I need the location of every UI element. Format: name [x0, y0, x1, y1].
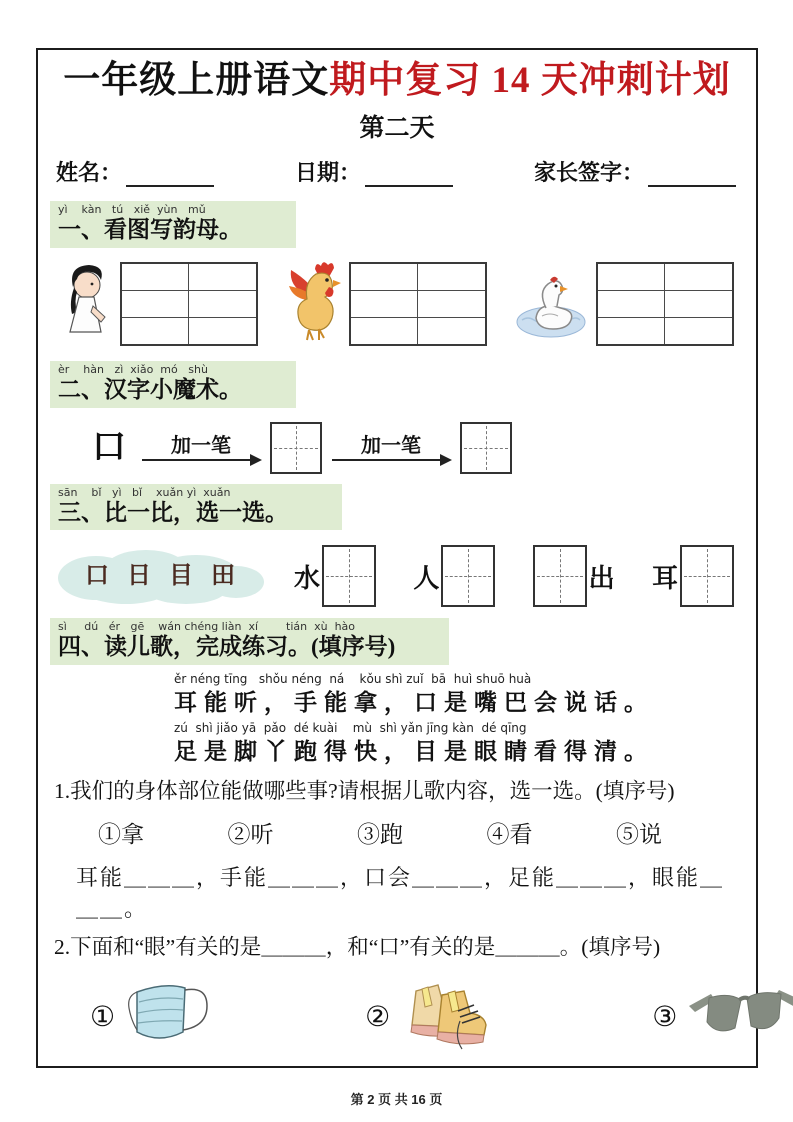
- sunglasses-icon: [685, 984, 793, 1051]
- q2-num-3: ③: [652, 1002, 678, 1034]
- title-red-part: 期中复习 14 天冲刺计划: [329, 60, 731, 101]
- worksheet-border-box: [36, 48, 758, 1068]
- add-stroke-arrow-1: [142, 435, 260, 461]
- page-number: 第 2 页 共 16 页: [350, 1092, 443, 1107]
- section2-heading: [50, 361, 296, 408]
- option-item: ⑤说: [616, 821, 662, 847]
- right-arrow-icon: [332, 459, 450, 461]
- face-mask-icon: [123, 976, 215, 1059]
- question2-text: 2.下面和“眼”有关的是＿＿＿，和“口”有关的是＿＿＿。(填序号): [54, 934, 661, 959]
- goose-icon: [514, 260, 588, 349]
- compare-char: 出: [588, 563, 615, 593]
- name-label: 姓名：: [56, 160, 123, 186]
- question1-text: 1.我们的身体部位能做哪些事?请根据儿歌内容，选一选。(填序号): [54, 778, 675, 803]
- grid-group-goose: [514, 260, 734, 349]
- section3-pinyin: sān bǐ yì bǐ xuǎn yì xuǎn: [58, 485, 231, 499]
- poem-line-2-pinyin: zú shì jiǎo yā pǎo dé kuài mù shì yǎn jīng kàn dé qīng: [174, 720, 527, 735]
- option-item: ④看: [486, 821, 533, 847]
- section4-pinyin: sì dú ér gē wán chéng liàn xí tián xù hào: [58, 620, 356, 634]
- option-item: ②听: [227, 821, 274, 847]
- arrow-label-1: 加一笔: [171, 434, 231, 457]
- poem-line-1-text: 耳能听，手能拿，口是嘴巴会说话。: [174, 689, 654, 715]
- grid-group-rooster: [285, 260, 487, 349]
- section3-title: 三、比一比，选一选。: [58, 499, 288, 525]
- section1-grid-row: [56, 260, 734, 349]
- section2-title: 二、汉字小魔术。: [58, 377, 242, 403]
- right-arrow-icon: [142, 459, 260, 461]
- pinyin-write-grid-3: [596, 262, 734, 346]
- answer-box: [533, 545, 587, 607]
- sneakers-icon: [398, 977, 502, 1058]
- title-black-part: 一年级上册语文: [63, 60, 330, 101]
- signature-field: [534, 156, 736, 187]
- poem-line-1: [174, 673, 740, 718]
- start-character: 口: [92, 428, 126, 466]
- compare-item-shui: [294, 545, 376, 607]
- rooster-icon: [285, 260, 341, 349]
- answer-box: [322, 545, 376, 607]
- answer-box: [441, 545, 495, 607]
- compare-item-er: [652, 545, 734, 607]
- section2-exercise-row: [92, 422, 740, 474]
- name-row: [56, 156, 736, 187]
- grid-group-girl: [56, 260, 258, 349]
- signature-blank: [648, 167, 736, 187]
- section1-title: 一、看图写韵母。: [58, 217, 242, 243]
- pinyin-write-grid-1: [120, 262, 258, 346]
- date-field: [295, 156, 453, 187]
- option-item: ③跑: [357, 821, 403, 847]
- date-label: 日期：: [294, 160, 361, 186]
- compare-char: 耳: [651, 563, 678, 593]
- section2-pinyin: èr hàn zì xiǎo mó shù: [58, 362, 208, 376]
- question1-fill-line: 耳能＿＿＿，手能＿＿＿，口会＿＿＿，足能＿＿＿，眼能＿＿＿。: [76, 864, 725, 921]
- arrow-label-2: 加一笔: [361, 434, 421, 457]
- q2-item-mask: [90, 976, 215, 1059]
- section1-pinyin: yì kàn tú xiě yùn mǔ: [58, 203, 206, 217]
- compare-char: 人: [413, 563, 440, 593]
- q2-num-2: ②: [365, 1002, 391, 1034]
- answer-box: [680, 545, 734, 607]
- section3-exercise-row: [56, 544, 738, 608]
- name-blank: [126, 167, 214, 187]
- section3-items: [294, 545, 738, 607]
- character-box-1: [270, 422, 322, 474]
- day-subtitle: 第二天: [359, 115, 435, 143]
- signature-label: 家长签字：: [533, 160, 644, 186]
- question1-options: [54, 810, 740, 853]
- character-bank-cloud: [56, 544, 266, 608]
- section4-title: 四、读儿歌，完成练习。(填序号): [58, 634, 396, 660]
- poem-line-2-text: 足是脚丫跑得快，目是眼睛看得清。: [174, 738, 654, 764]
- question2-image-row: [90, 976, 740, 1059]
- character-box-2: [460, 422, 512, 474]
- date-blank: [365, 167, 453, 187]
- pinyin-write-grid-2: [349, 262, 487, 346]
- add-stroke-arrow-2: [332, 435, 450, 461]
- q2-num-1: ①: [90, 1002, 116, 1034]
- page-title: [54, 58, 740, 104]
- poem-line-2: [174, 722, 740, 767]
- compare-item-ren: [413, 545, 495, 607]
- section3-heading: [50, 484, 342, 531]
- poem-line-1-pinyin: ěr néng tīng shǒu néng ná kǒu shì zuǐ bā huì shuō huà: [174, 672, 532, 686]
- girl-icon: [56, 260, 112, 349]
- section1-heading: [50, 201, 296, 248]
- section4-heading: [50, 618, 449, 665]
- q2-item-shoes: [365, 977, 502, 1058]
- character-bank-chars: 口 日 目 田: [85, 563, 237, 590]
- name-field: [56, 156, 214, 187]
- compare-char: 水: [294, 563, 321, 593]
- q2-item-sunglasses: [652, 984, 793, 1051]
- compare-item-chu: [533, 545, 615, 607]
- option-item: ①拿: [98, 821, 144, 847]
